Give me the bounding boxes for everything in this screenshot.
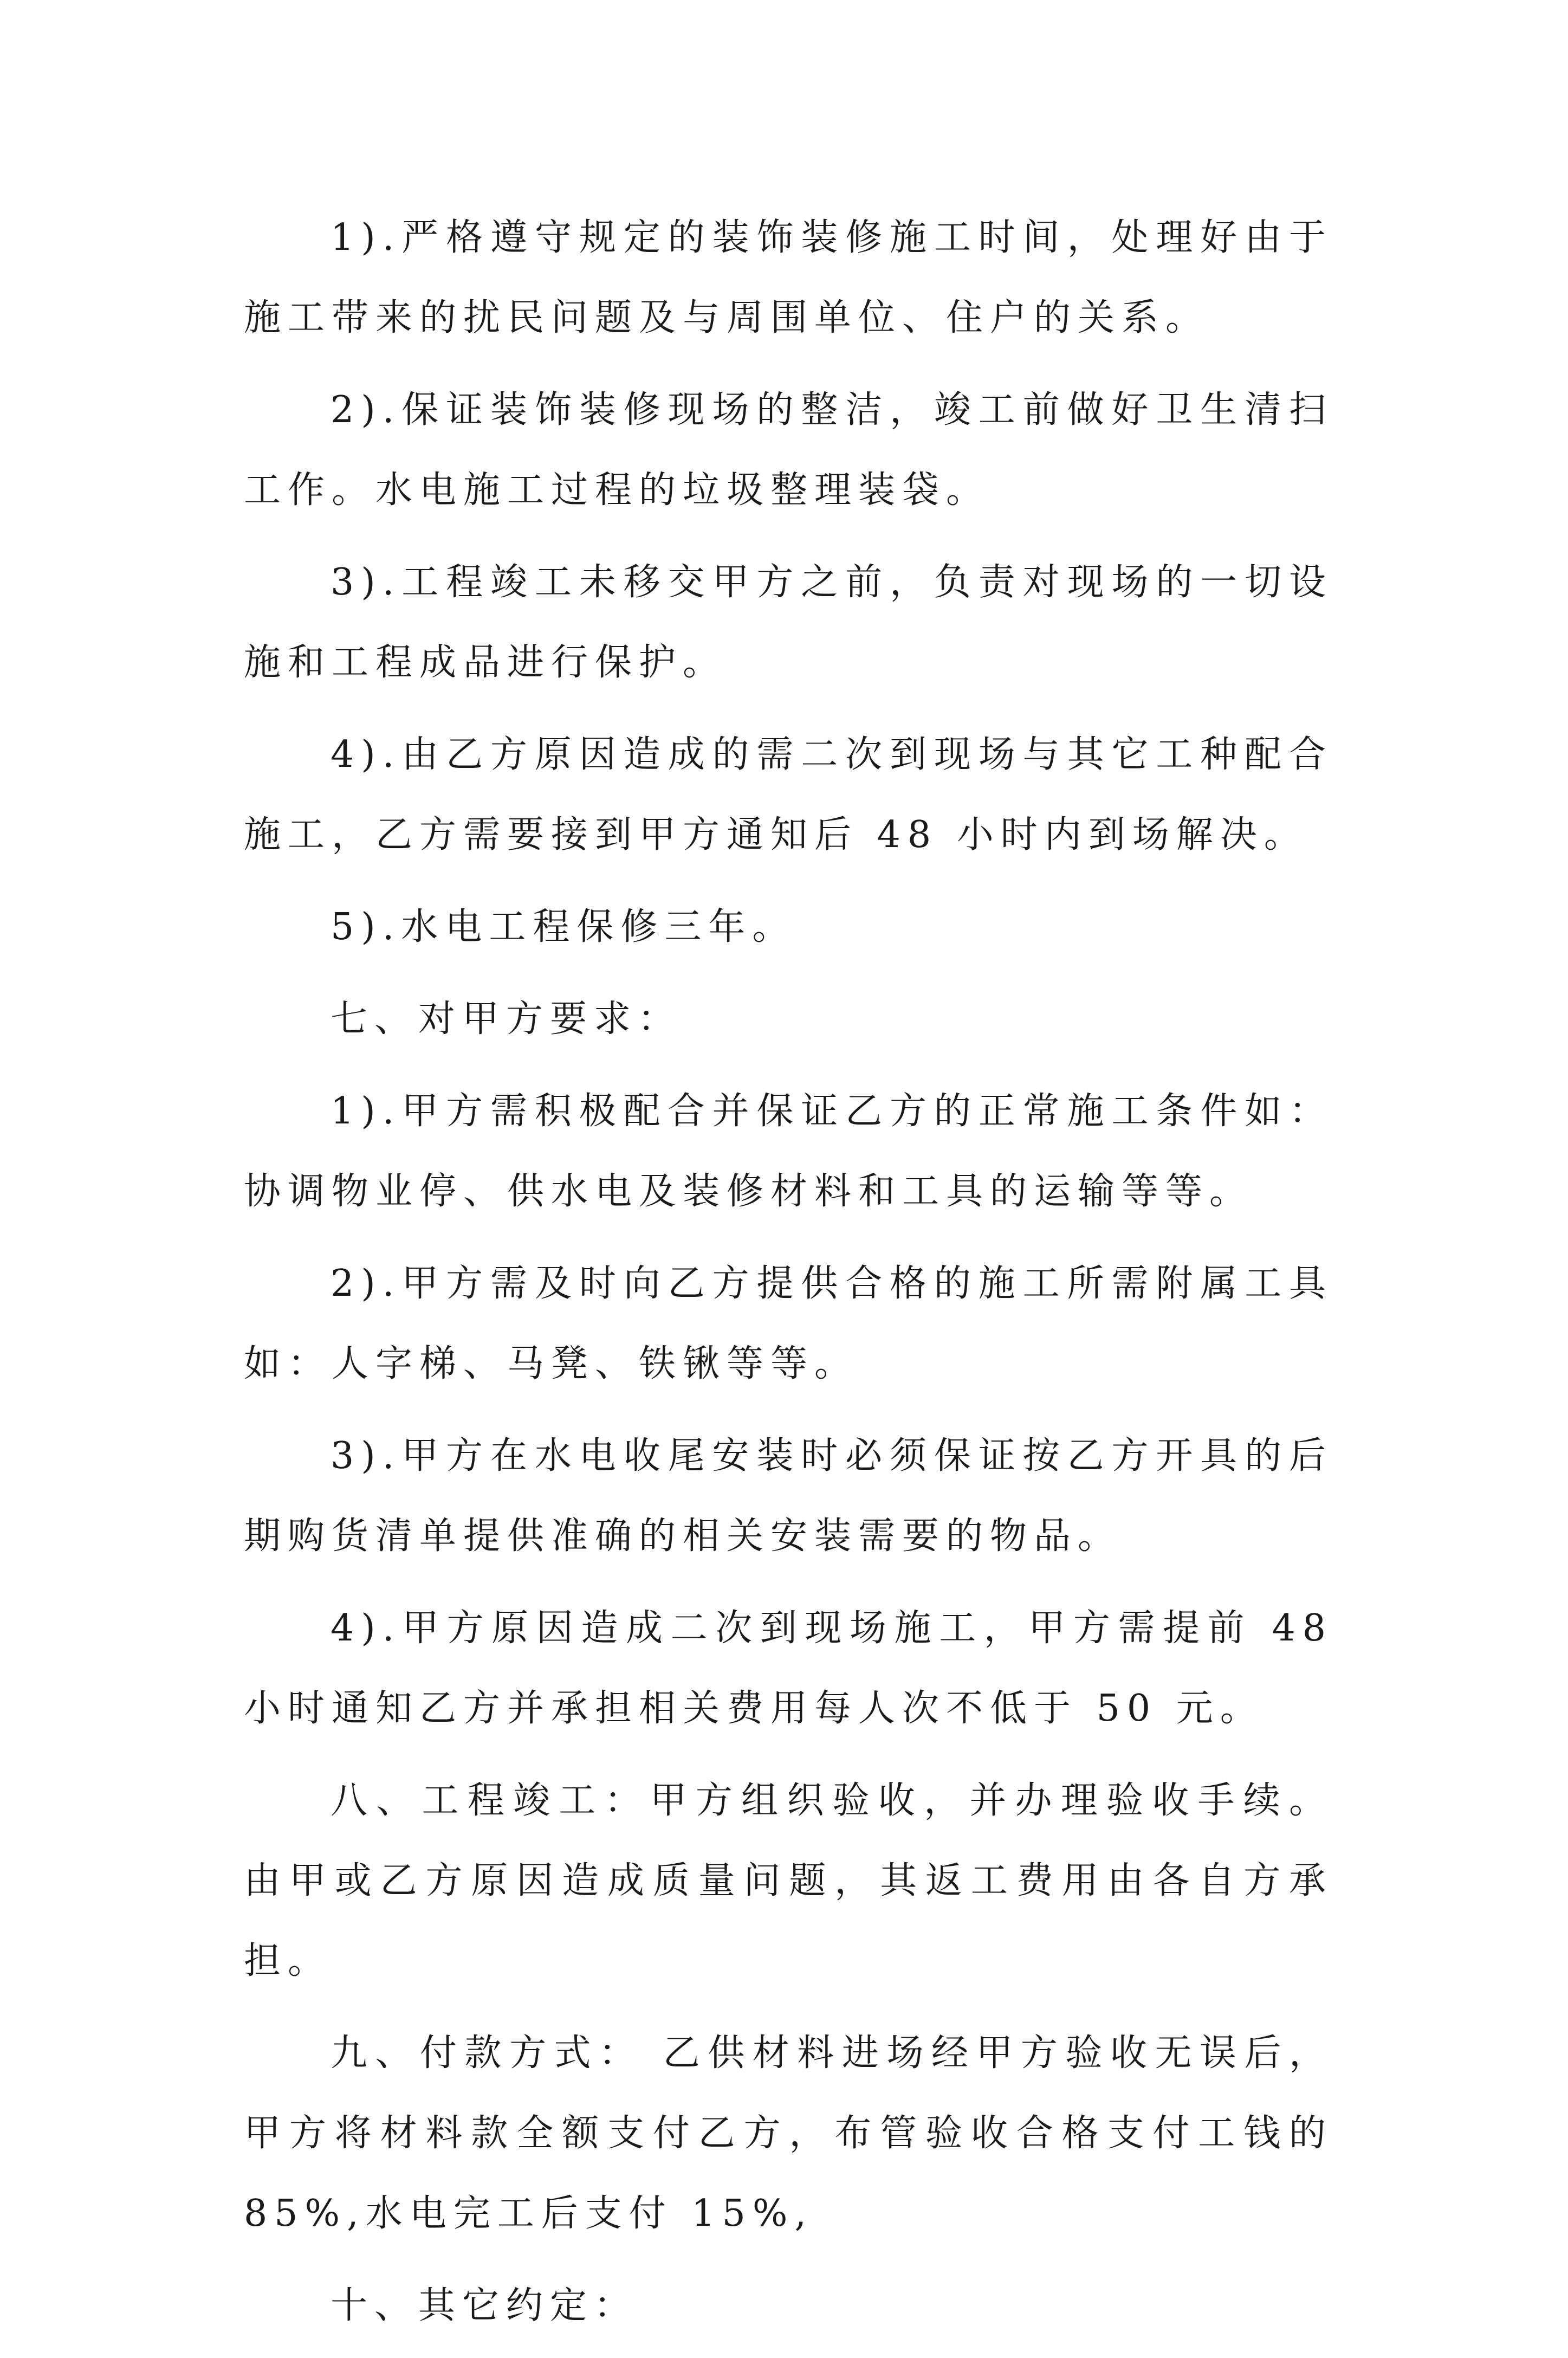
clause-6-item-2: 2).保证装饰装修现场的整洁，竣工前做好卫生清扫工作。水电施工过程的垃圾整理装袋。	[244, 389, 1333, 512]
clause-6-item-5: 5).水电工程保修三年。	[331, 906, 796, 948]
section-8-completion: 八、工程竣工：甲方组织验收，并办理验收手续。由甲或乙方原因造成质量问题，其返工费用由各自方承担。	[244, 1779, 1333, 1982]
clause-7-item-3: 3).甲方在水电收尾安装时必须保证按乙方开具的后期购货清单提供准确的相关安装需要的物品。	[244, 1435, 1333, 1558]
document-body	[244, 198, 1333, 2358]
clause-6-item-4: 4).由乙方原因造成的需二次到现场与其它工种配合施工，乙方需要接到甲方通知后 48 小时内到场解决。	[244, 733, 1333, 856]
clause-7-item-1: 1).甲方需积极配合并保证乙方的正常施工条件如：协调物业停、供水电及装修材料和工具的运输等等。	[244, 1090, 1333, 1213]
clause-7-item-2: 2).甲方需及时向乙方提供合格的施工所需附属工具如：人字梯、马凳、铁锹等等。	[244, 1262, 1333, 1385]
section-9-payment: 九、付款方式： 乙供材料进场经甲方验收无误后，甲方将材料款全额支付乙方，布管验收合格支付工钱的 85%,水电完工后支付 15%,	[244, 2032, 1333, 2235]
section-7-heading: 七、对甲方要求：	[331, 998, 682, 1041]
clause-6-item-3: 3).工程竣工未移交甲方之前，负责对现场的一切设施和工程成品进行保护。	[244, 561, 1333, 684]
clause-6-item-1: 1).严格遵守规定的装饰装修施工时间，处理好由于施工带来的扰民问题及与周围单位、住户的关系。	[244, 216, 1333, 339]
section-10-heading: 十、其它约定：	[331, 2284, 638, 2327]
clause-7-item-4: 4).甲方原因造成二次到现场施工，甲方需提前 48 小时通知乙方并承担相关费用每人次不低于 50 元。	[244, 1607, 1333, 1730]
